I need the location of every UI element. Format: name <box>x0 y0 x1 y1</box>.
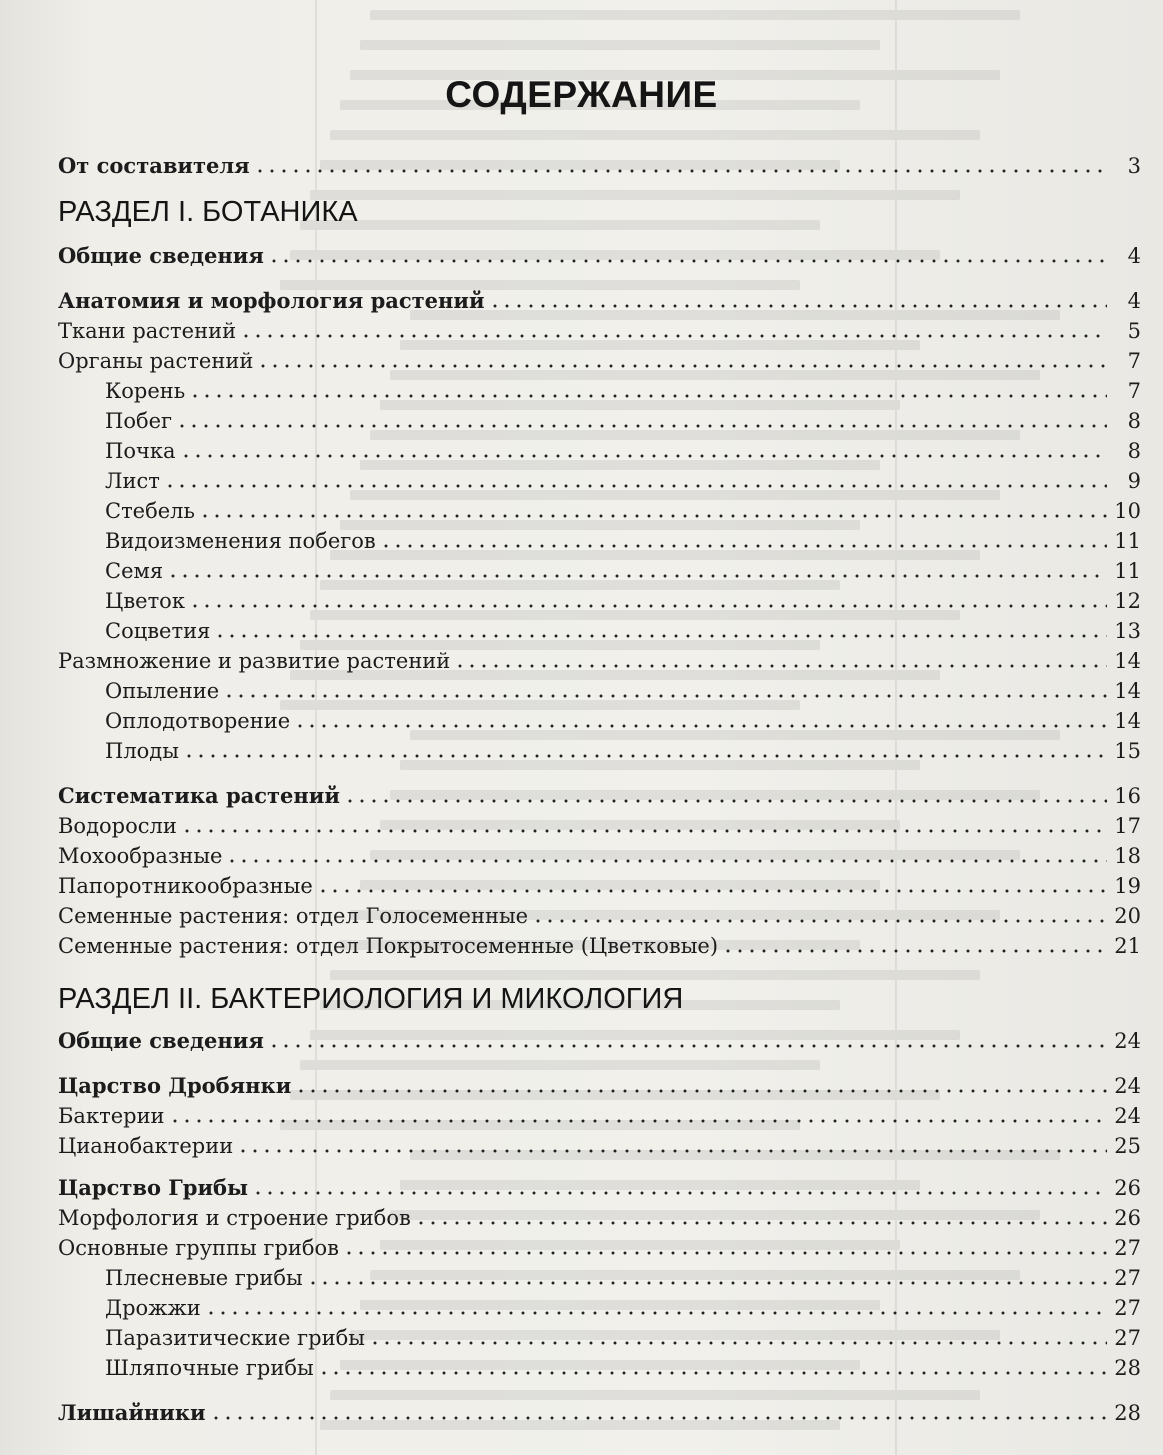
dot-leader <box>317 880 1107 894</box>
toc-entry-title: Побег <box>105 409 173 433</box>
toc-entry <box>58 930 1141 960</box>
toc-entry <box>58 1130 1141 1160</box>
dot-leader <box>237 1140 1107 1154</box>
toc-entry-title: Систематика растений <box>58 783 340 808</box>
toc-entry-page-number: 21 <box>1114 934 1141 958</box>
toc-entry-title: Органы растений <box>58 349 254 373</box>
toc-entry <box>105 555 1141 585</box>
dot-leader <box>167 565 1107 579</box>
toc-entry-title: Бактерии <box>58 1104 165 1128</box>
toc-entry-page-number: 26 <box>1114 1176 1141 1200</box>
toc-entry <box>105 1352 1141 1382</box>
dot-leader <box>226 850 1107 864</box>
toc-entry-title: Цветок <box>105 589 185 613</box>
section-heading-bacteriology: РАЗДЕЛ II. БАКТЕРИОЛОГИЯ И МИКОЛОГИЯ <box>58 983 684 1015</box>
toc-entry <box>58 315 1141 345</box>
toc-entry <box>58 870 1141 900</box>
dot-leader <box>307 1272 1107 1286</box>
toc-entry-title: Паразитические грибы <box>105 1326 365 1350</box>
toc-entry-page-number: 11 <box>1114 529 1141 553</box>
show-through-line <box>330 130 980 140</box>
toc-entry-page-number: 15 <box>1114 739 1141 763</box>
toc-entry <box>105 465 1141 495</box>
dot-leader <box>489 295 1107 309</box>
toc-entry-title: Семенные растения: отдел Голосеменные <box>58 904 529 928</box>
toc-entry <box>58 645 1141 675</box>
toc-entry <box>58 810 1141 840</box>
dot-leader <box>254 160 1107 174</box>
toc-entry-title: Общие сведения <box>58 1028 264 1053</box>
toc-entry-page-number: 17 <box>1114 814 1141 838</box>
toc-entry-title: Почка <box>105 439 176 463</box>
dot-leader <box>169 1110 1107 1124</box>
toc-entry <box>58 345 1141 375</box>
toc-entry <box>105 675 1141 705</box>
toc-entry <box>58 1070 1141 1100</box>
toc-entry <box>58 1172 1141 1202</box>
toc-entry <box>58 240 1141 270</box>
dot-leader <box>214 625 1107 639</box>
toc-entry-page-number: 4 <box>1127 244 1141 268</box>
toc-entry-page-number: 4 <box>1127 289 1141 313</box>
toc-entry-page-number: 10 <box>1114 499 1141 523</box>
section-heading-botany: РАЗДЕЛ I. БОТАНИКА <box>58 196 358 228</box>
toc-entry-title: Размножение и развитие растений <box>58 649 451 673</box>
toc-entry-page-number: 11 <box>1114 559 1141 583</box>
dot-leader <box>294 715 1107 729</box>
toc-entry <box>58 1100 1141 1130</box>
show-through-line <box>330 970 980 980</box>
toc-entry-page-number: 28 <box>1114 1401 1141 1425</box>
toc-entry <box>105 615 1141 645</box>
toc-entry-page-number: 27 <box>1114 1326 1141 1350</box>
toc-entry <box>105 375 1141 405</box>
show-through-line <box>300 220 820 230</box>
toc-entry <box>105 705 1141 735</box>
toc-entry <box>58 1202 1141 1232</box>
dot-leader <box>318 1362 1107 1376</box>
show-through-line <box>370 10 1020 20</box>
dot-leader <box>189 595 1107 609</box>
toc-entry-page-number: 26 <box>1114 1206 1141 1230</box>
toc-entry-title: Царство Дробянки <box>58 1073 292 1098</box>
toc-entry <box>58 1025 1141 1055</box>
toc-entry-page-number: 24 <box>1114 1029 1141 1053</box>
toc-entry <box>58 780 1141 810</box>
toc-entry-title: Дрожжи <box>105 1296 201 1320</box>
toc-entry-page-number: 18 <box>1114 844 1141 868</box>
dot-leader <box>343 1242 1107 1256</box>
toc-entry-page-number: 27 <box>1114 1266 1141 1290</box>
toc-entry <box>58 150 1141 180</box>
toc-entry-title: Ткани растений <box>58 319 237 343</box>
dot-leader <box>344 790 1107 804</box>
toc-entry-title: Соцветия <box>105 619 211 643</box>
toc-entry-title: Стебель <box>105 499 195 523</box>
toc-entry-title: Общие сведения <box>58 243 264 268</box>
toc-entry <box>105 405 1141 435</box>
toc-entry-title: Плоды <box>105 739 179 763</box>
toc-entry <box>105 585 1141 615</box>
toc-entry-page-number: 5 <box>1127 319 1141 343</box>
toc-entry-title: Папоротникообразные <box>58 874 313 898</box>
dot-leader <box>252 1182 1107 1196</box>
toc-entry-title: Анатомия и морфология растений <box>58 288 485 313</box>
dot-leader <box>257 355 1107 369</box>
toc-entry <box>105 1322 1141 1352</box>
dot-leader <box>268 250 1107 264</box>
dot-leader <box>183 745 1107 759</box>
toc-entry-title: Лист <box>105 469 160 493</box>
toc-entry-page-number: 25 <box>1114 1134 1141 1158</box>
toc-entry-page-number: 8 <box>1127 409 1141 433</box>
toc-entry-page-number: 14 <box>1114 649 1141 673</box>
toc-entry-title: Опыление <box>105 679 220 703</box>
toc-entry-page-number: 24 <box>1114 1074 1141 1098</box>
toc-entry-title: Видоизменения побегов <box>105 529 376 553</box>
dot-leader <box>295 1080 1107 1094</box>
toc-entry <box>105 1292 1141 1322</box>
toc-entry-title: Основные группы грибов <box>58 1236 339 1260</box>
toc-entry-page-number: 3 <box>1127 154 1141 178</box>
dot-leader <box>199 505 1107 519</box>
toc-entry-page-number: 12 <box>1114 589 1141 613</box>
dot-leader <box>268 1035 1107 1049</box>
toc-entry <box>105 1262 1141 1292</box>
dot-leader <box>722 940 1107 954</box>
dot-leader <box>181 820 1107 834</box>
toc-entry <box>58 1397 1141 1427</box>
page-title: СОДЕРЖАНИЕ <box>445 74 718 115</box>
show-through-line <box>300 1060 820 1070</box>
toc-entry-page-number: 20 <box>1114 904 1141 928</box>
dot-leader <box>532 910 1107 924</box>
toc-entry-page-number: 19 <box>1114 874 1141 898</box>
dot-leader <box>223 685 1107 699</box>
show-through-line <box>310 190 960 200</box>
toc-entry-title: Семя <box>105 559 164 583</box>
toc-entry-title: Морфология и строение грибов <box>58 1206 411 1230</box>
toc-entry <box>58 840 1141 870</box>
toc-entry <box>105 435 1141 465</box>
toc-entry-page-number: 9 <box>1127 469 1141 493</box>
dot-leader <box>415 1212 1107 1226</box>
toc-entry <box>105 495 1141 525</box>
toc-entry-page-number: 13 <box>1114 619 1141 643</box>
toc-entry-title: Мохообразные <box>58 844 223 868</box>
toc-entry-page-number: 24 <box>1114 1104 1141 1128</box>
toc-entry <box>105 525 1141 555</box>
toc-entry <box>105 735 1141 765</box>
dot-leader <box>205 1302 1107 1316</box>
dot-leader <box>180 445 1108 459</box>
toc-entry-page-number: 8 <box>1127 439 1141 463</box>
toc-entry-title: Корень <box>105 379 186 403</box>
toc-entry-page-number: 16 <box>1114 784 1141 808</box>
dot-leader <box>380 535 1107 549</box>
dot-leader <box>240 325 1107 339</box>
toc-entry-title: Семенные растения: отдел Покрытосеменные (Цветковые) <box>58 934 719 958</box>
show-through-line <box>360 40 880 50</box>
toc-entry-page-number: 14 <box>1114 709 1141 733</box>
toc-entry-title: Шляпочные грибы <box>105 1356 314 1380</box>
toc-entry-title: Цианобактерии <box>58 1134 234 1158</box>
toc-entry-page-number: 27 <box>1114 1236 1141 1260</box>
toc-entry-title: От составителя <box>58 153 250 178</box>
toc-entry-title: Оплодотворение <box>105 709 291 733</box>
toc-entry-page-number: 28 <box>1114 1356 1141 1380</box>
dot-leader <box>369 1332 1107 1346</box>
dot-leader <box>454 655 1107 669</box>
dot-leader <box>189 385 1107 399</box>
toc-entry-title: Плесневые грибы <box>105 1266 303 1290</box>
toc-entry-title: Царство Грибы <box>58 1175 249 1200</box>
toc-entry-title: Лишайники <box>58 1400 206 1425</box>
dot-leader <box>176 415 1107 429</box>
dot-leader <box>210 1407 1107 1421</box>
toc-entry <box>58 285 1141 315</box>
toc-entry <box>58 1232 1141 1262</box>
toc-entry <box>58 900 1141 930</box>
toc-entry-page-number: 7 <box>1127 349 1141 373</box>
toc-entry-page-number: 14 <box>1114 679 1141 703</box>
toc-entry-page-number: 7 <box>1127 379 1141 403</box>
toc-entry-title: Водоросли <box>58 814 177 838</box>
dot-leader <box>164 475 1107 489</box>
toc-entry-page-number: 27 <box>1114 1296 1141 1320</box>
